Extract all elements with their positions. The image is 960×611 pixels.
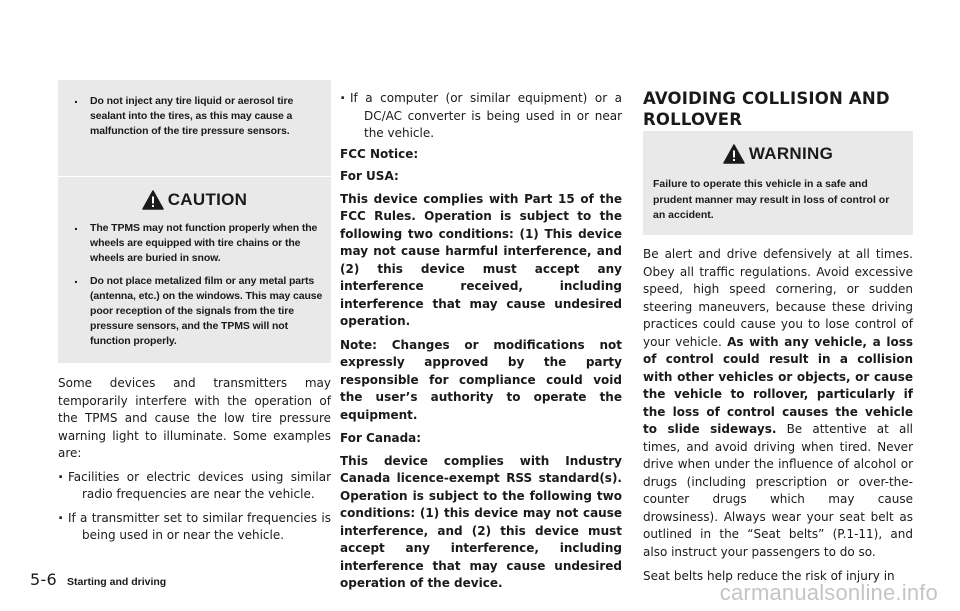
caution-box [58, 177, 331, 363]
list-item: . If a transmitter set to similar frequencies is being used in or near the vehicle. [58, 510, 331, 545]
canada-heading: For Canada: [340, 431, 422, 445]
caution-label: CAUTION [167, 190, 248, 209]
note-text: Note: Changes or modifications not expressly approved by the party responsible for compliance could void the user’s authority to operate the equipment. [340, 337, 622, 422]
caution-item: . The TPMS may not function properly when the wheels are equipped with tire chains or the wheels are buried in snow. [58, 221, 331, 267]
fcc-notice-heading: FCC Notice: [340, 146, 419, 161]
caution-item: . Do not place metalized film or any metal parts (antenna, etc.) on the windows. This may cause poor reception of the signals from the tire pressure sensors, and the TPMS will not function properly. [58, 274, 331, 350]
section-title: Starting and driving [67, 576, 167, 588]
usa-heading: For USA: [340, 169, 399, 183]
canada-text: This device complies with Industry Canada licence-exempt RSS standard(s). Operation is subject to the following two conditions: (1) this device may not cause interference, and (2) this device must accept any interference, including interference that may cause undesired operation of the device. [340, 453, 622, 590]
page-number: 5-6 [30, 570, 58, 589]
usa-text: This device complies with Part 15 of the FCC Rules. Operation is subject to the following two conditions: (1) This device may not cause harmful interference, and (2) this device must accept any interference received, including interference that may cause undesired operation. [340, 191, 622, 328]
caution-header [58, 177, 331, 223]
watermark: carmanualsonline.info [719, 580, 938, 605]
tpms-interference-paragraph: Some devices and transmitters may temporarily interfere with the operation of the TPMS and cause the low tire pressure warning light to illuminate. Some examples are: [58, 376, 331, 460]
warning-triangle-icon [723, 144, 745, 164]
caution-triangle-icon [142, 190, 164, 210]
top-warning-box [58, 80, 331, 176]
warning-header [643, 131, 913, 177]
warning-label: WARNING [748, 144, 834, 163]
warning-text: Failure to operate this vehicle in a safe and prudent manner may result in loss of control or an accident. [653, 178, 890, 221]
driving-text-start: Be alert and drive defensively at all times. Obey all traffic regulations. Avoid excessive speed, high speed cornering, or sudden steering maneuvers, because these driving practices could cause you to lose control of your vehicle. [643, 247, 913, 349]
driving-text-end: Be attentive at all times, and avoid driving when tired. Never drive when under the influence of alcohol or drugs (including prescription or over-the-counter drugs which may cause drowsiness). Always wear your seat belt as outlined in the “Seat belts” (P.1-11), and also instruct your passengers to do so. [643, 422, 913, 559]
list-item: . If a computer (or similar equipment) or a DC/AC converter is being used in or near the vehicle. [340, 90, 622, 143]
list-item: . Facilities or electric devices using similar radio frequencies are near the vehicle. [58, 469, 331, 504]
box-item: . Do not inject any tire liquid or aerosol tire sealant into the tires, as this may cause a malfunction of the tire pressure sensors. [58, 94, 331, 140]
warning-box [643, 131, 913, 235]
driving-paragraph [643, 246, 913, 561]
driving-text-bold: As with any vehicle, a loss of control could result in a collision with other vehicles or objects, or cause the vehicle to rollover, particularly if the loss of control causes the vehicle to slide sideways. [643, 334, 913, 436]
seatbelt-paragraph: Seat belts help reduce the risk of injury in [643, 569, 895, 583]
page-footer [30, 570, 166, 589]
section-heading: AVOIDING COLLISION AND ROLLOVER [643, 89, 890, 129]
